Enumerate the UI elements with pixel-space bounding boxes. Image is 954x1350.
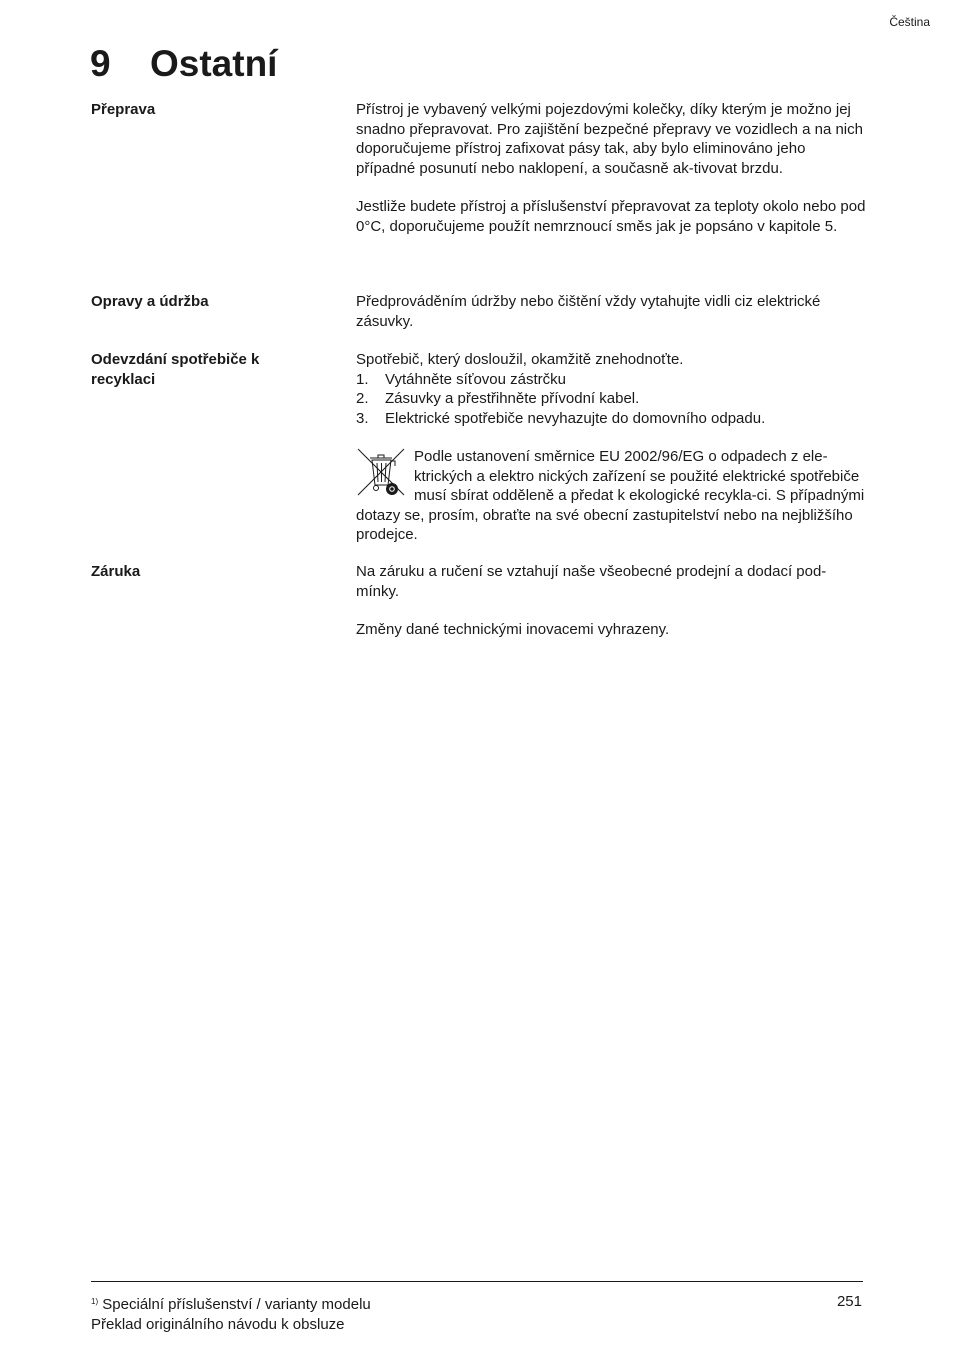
section-label-maintenance: Opravy a údržba: [91, 293, 209, 310]
section-content-maintenance: [356, 292, 866, 331]
weee-text: Podle ustanovení směrnice EU 2002/96/EG o odpadech z ele-ktrických a elektro nických zařízení se použité elektrické spotřebiče musí sbírat odděleně a předat k ekologické recykla-ci. S případnými dotazy se, prosím, obraťte na své obecní zastupitelství nebo na nejbližšího prodejce.: [356, 448, 865, 543]
crossed-out-wheelie-bin-icon: [356, 447, 408, 499]
step-text: Zásuvky a přestřihněte přívodní kabel.: [385, 390, 640, 407]
list-item: [356, 389, 866, 409]
section-label-disposal: Odevzdání spotřebiče k recyklaci: [91, 351, 260, 388]
footnote: [91, 1292, 371, 1315]
step-number: 1.: [356, 370, 369, 388]
list-item: [356, 370, 866, 390]
step-text: Elektrické spotřebiče nevyhazujte do domovního odpadu.: [385, 409, 766, 427]
section-label-warranty: Záruka: [91, 563, 141, 580]
language-label: Čeština: [889, 15, 930, 29]
section-content-transport: [356, 100, 866, 236]
maintenance-paragraph-1: Předprováděním údržby nebo čištění vždy vytahujte vidli ciz elektrické zásuvky.: [356, 293, 821, 330]
chapter-heading: [90, 40, 277, 88]
section-label-transport: Přeprava: [91, 101, 156, 118]
section-content-disposal: [356, 350, 866, 545]
footnote-mark: 1): [91, 1297, 99, 1306]
page-number: 251: [836, 1293, 862, 1310]
transport-paragraph-1: Přístroj je vybavený velkými pojezdovými kolečky, díky kterým je možno jej snadno přepravovat. Pro zajištění bezpečné přepravy ve vozidlech a na nich doporučujeme přístroj zafixovat pásy tak, aby bylo eliminováno jeho případné posunutí nebo naklopení, a současně ak-tivovat brzdu.: [356, 101, 863, 177]
footer-notes: [91, 1292, 371, 1335]
section-content-warranty: [356, 562, 866, 640]
step-number: 3.: [356, 409, 369, 427]
step-text: Vytáhněte síťovou zástrčku: [385, 370, 566, 388]
disposal-intro: Spotřebič, který dosloužil, okamžitě znehodnoťte.: [356, 351, 684, 368]
transport-paragraph-2: Jestliže budete přístroj a příslušenství přepravovat za teploty okolo nebo pod 0°C, doporučujeme použít nemrznoucí směs jak je popsáno v kapitole 5.: [356, 198, 866, 235]
step-number: 2.: [356, 390, 369, 407]
chapter-number: 9: [90, 43, 111, 84]
footnote-text: Speciální příslušenství / varianty modelu: [102, 1296, 371, 1313]
weee-notice: [356, 447, 866, 545]
warranty-paragraph-1: Na záruku a ručení se vztahují naše všeobecné prodejní a dodací pod-mínky.: [356, 563, 827, 600]
list-item: [356, 409, 866, 429]
disposal-steps-list: [356, 370, 866, 429]
warranty-paragraph-2: Změny dané technickými inovacemi vyhrazeny.: [356, 621, 670, 638]
chapter-title: Ostatní: [150, 43, 278, 84]
document-subtitle: Překlad originálního návodu k obsluze: [91, 1316, 345, 1333]
footer-divider: [91, 1281, 863, 1282]
